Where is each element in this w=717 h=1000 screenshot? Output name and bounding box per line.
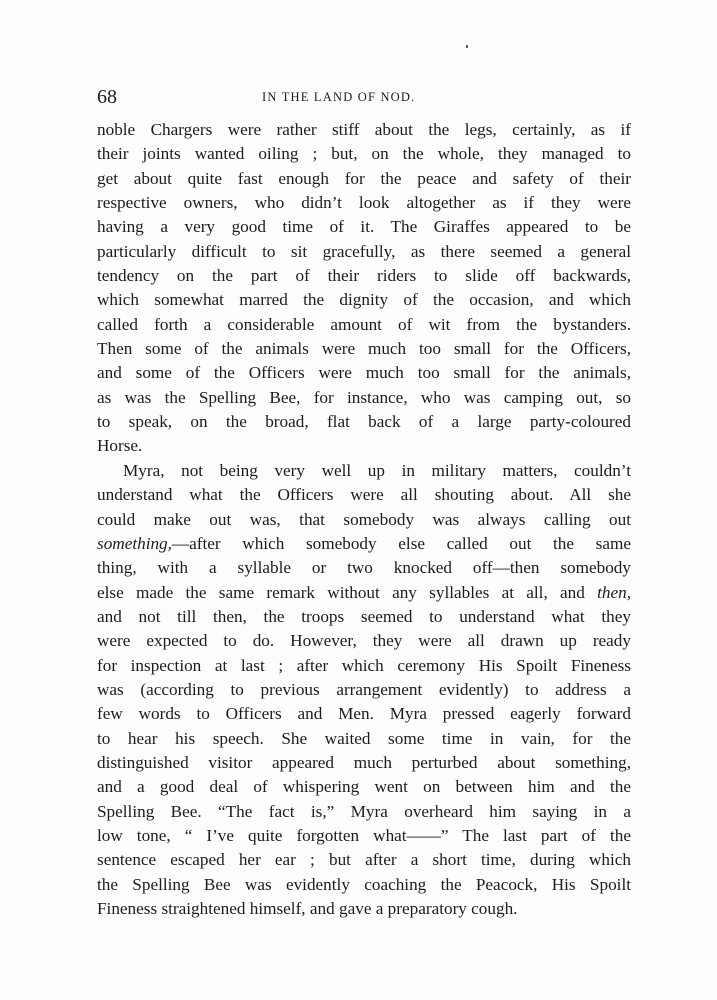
text-line: as was the Spelling Bee, for instance, who was camping out, so: [97, 387, 631, 407]
text-line: tendency on the part of their riders to slide off backwards,: [97, 266, 631, 286]
text-line: Fineness straightened himself, and gave a preparatory cough.: [97, 899, 518, 918]
text-line: for inspection at last ; after which ceremony His Spoilt Fineness: [97, 655, 631, 675]
ink-speck: [466, 45, 468, 48]
text-line: which somewhat marred the dignity of the occasion, and which: [97, 290, 631, 310]
text-line: to speak, on the broad, flat back of a large party-coloured: [97, 412, 631, 432]
text-line: low tone, “ I’ve quite forgotten what——” The last part of the: [97, 825, 631, 845]
text-line: Then some of the animals were much too small for the Officers,: [97, 339, 631, 359]
text-line: to hear his speech. She waited some time in vain, for the: [97, 728, 631, 748]
body-text: [97, 118, 631, 921]
text-line: the Spelling Bee was evidently coaching the Peacock, His Spoilt: [97, 874, 631, 894]
text-line: Spelling Bee. “The fact is,” Myra overheard him saying in a: [97, 801, 631, 821]
text-line: were expected to do. However, they were all drawn up ready: [97, 631, 631, 651]
page-number: 68: [97, 86, 117, 108]
text-line: sentence escaped her ear ; but after a short time, during which: [97, 850, 631, 870]
text-line: noble Chargers were rather stiff about the legs, certainly, as if: [97, 120, 631, 139]
text-line: else made the same remark without any syllables at all, and then,: [97, 582, 631, 602]
text-line: few words to Officers and Men. Myra pressed eagerly forward: [97, 704, 631, 724]
paragraph: [97, 459, 631, 922]
text-line: particularly difficult to sit gracefully, as there seemed a general: [97, 241, 631, 261]
text-line: something,—after which somebody else called out the same: [97, 533, 631, 553]
text-line: and a good deal of whispering went on between him and the: [97, 777, 631, 797]
text-line: called forth a considerable amount of wit from the bystanders.: [97, 314, 631, 334]
text-line: understand what the Officers were all shouting about. All she: [97, 485, 631, 505]
text-line: could make out was, that somebody was always calling out: [97, 509, 631, 529]
text-line: having a very good time of it. The Giraffes appeared to be: [97, 217, 631, 237]
text-line: their joints wanted oiling ; but, on the whole, they managed to: [97, 144, 631, 164]
text-line: Horse.: [97, 436, 143, 456]
text-line: was (according to previous arrangement evidently) to address a: [97, 679, 631, 699]
text-line: distinguished visitor appeared much perturbed about something,: [97, 752, 631, 772]
text-line: and some of the Officers were much too small for the animals,: [97, 363, 631, 383]
text-line: and not till then, the troops seemed to understand what they: [97, 606, 631, 626]
text-line: Myra, not being very well up in military matters, couldn’t: [123, 460, 631, 480]
text-line: get about quite fast enough for the peace and safety of their: [97, 168, 631, 188]
running-title: IN THE LAND OF NOD.: [262, 90, 416, 104]
text-line: thing, with a syllable or two knocked off—then somebody: [97, 558, 631, 578]
text-line: respective owners, who didn’t look altogether as if they were: [97, 193, 631, 213]
running-head: [97, 86, 631, 110]
paragraph: [97, 118, 631, 459]
